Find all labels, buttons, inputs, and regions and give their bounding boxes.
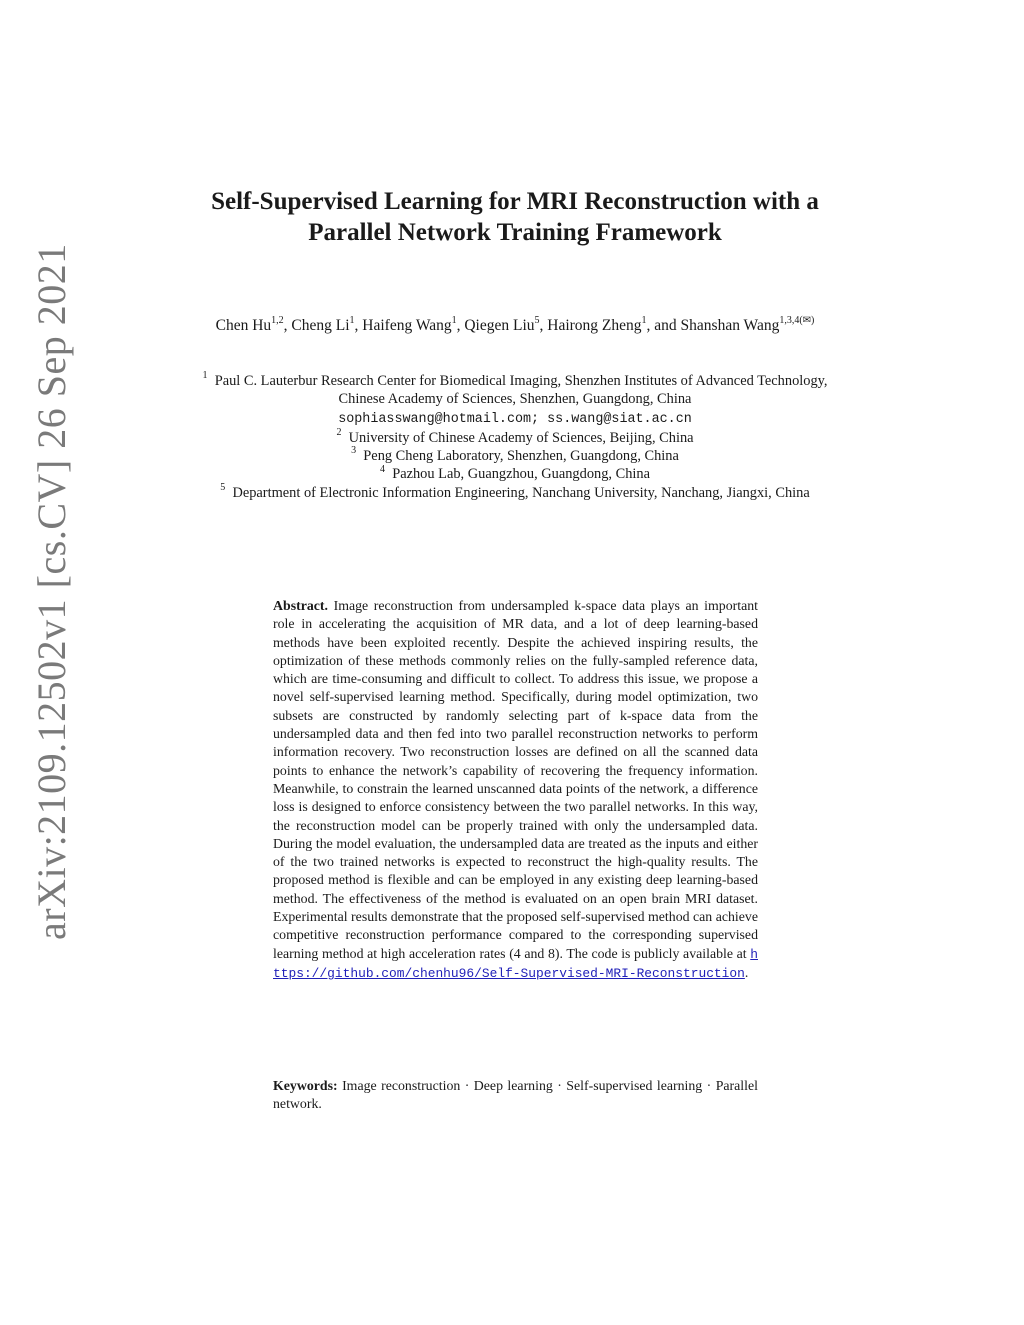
author-name: Qiegen Liu <box>464 317 535 334</box>
author <box>362 314 465 334</box>
author-name: Cheng Li <box>291 317 350 334</box>
author <box>464 314 548 334</box>
author-name: Hairong Zheng <box>547 317 642 334</box>
affiliation <box>200 465 830 483</box>
affiliation-text: University of Chinese Academy of Sciences, Beijing, China <box>348 429 694 446</box>
code-repository-link[interactable]: https://github.com/chenhu96/Self-Supervised-MRI-Reconstruction <box>273 946 758 981</box>
affiliation-list <box>200 372 830 502</box>
author <box>215 314 292 334</box>
contact-email[interactable]: sophiasswang@hotmail.com; ss.wang@siat.ac.cn <box>338 411 692 427</box>
abstract <box>273 597 758 983</box>
keywords <box>273 1077 758 1114</box>
author-separator: , <box>283 317 292 334</box>
affiliation <box>200 429 830 447</box>
affiliation <box>200 409 830 429</box>
author-list <box>200 315 830 336</box>
affiliation-text: Peng Cheng Laboratory, Shenzhen, Guangdong, China <box>363 448 679 465</box>
author-name: Shanshan Wang <box>680 317 780 334</box>
author-name: Haifeng Wang <box>362 317 452 334</box>
author-separator: , <box>456 317 465 334</box>
keywords-label: Keywords: <box>273 1078 338 1093</box>
affiliation <box>200 481 830 502</box>
abstract-end: . <box>744 964 749 980</box>
author-separator: , <box>539 317 548 334</box>
affiliation-number: 3 <box>351 445 357 457</box>
affiliation-number: 5 <box>220 481 226 493</box>
abstract-label: Abstract. <box>273 598 328 613</box>
affiliation <box>200 447 830 465</box>
author-separator: , <box>354 317 363 334</box>
author-affiliation-marker: 1,3,4(✉) <box>779 314 815 326</box>
author-affiliation-marker: 1 <box>349 314 355 326</box>
author <box>291 314 363 334</box>
affiliation-text: Paul C. Lauterbur Research Center for Biomedical Imaging, Shenzhen Institutes of Advanced Technology, Chinese Academy of Sciences, Shenzhen, Guangdong, China <box>214 373 828 408</box>
paper-title: Self-Supervised Learning for MRI Reconstruction with a Parallel Network Training Framework <box>211 188 819 246</box>
affiliation-text: Department of Electronic Information Engineering, Nanchang University, Nanchang, Jiangxi, China <box>232 484 810 501</box>
abstract-text: Image reconstruction from undersampled k-space data plays an important role in accelerating the acquisition of MR data, and a lot of deep learning-based methods have been exploited recently. Despite the achieved inspiring results, the optimization of these methods commonly relies on the fully-sampled reference data, which are time-consuming and difficult to collect. To address this issue, we propose a novel self-supervised learning method. Specifically, during model optimization, two subsets are constructed by randomly selecting part of k-space data from the undersampled data and then fed into two parallel reconstruction networks to perform information recovery. Two reconstruction losses are defined on all the scanned data points to enhance the network’s capability of recovering the frequency information. Meanwhile, to constrain the learned unscanned data points of the network, a difference loss is designed to enforce consistency between the two parallel networks. In this way, the reconstruction model can be properly trained with only the undersampled data. During the model evaluation, the undersampled data are treated as the inputs and either of the two trained networks is expected to reconstruct the high-quality results. The proposed method is flexible and can be employed in any existing deep learning-based method. The effectiveness of the method is evaluated on an open brain MRI dataset. Experimental results demonstrate that the proposed self-supervised method can achieve competitive reconstruction performance compared to the corresponding supervised learning method at high acceleration rates (4 and 8). The code is publicly available at <box>273 598 759 961</box>
author-affiliation-marker: 1 <box>641 314 647 326</box>
author-affiliation-marker: 1 <box>451 314 457 326</box>
author <box>547 314 681 334</box>
arxiv-identifier: arXiv:2109.12502v1 [cs.CV] 26 Sep 2021 <box>29 243 74 940</box>
author <box>680 314 815 334</box>
author-name: Chen Hu <box>215 317 272 334</box>
author-affiliation-marker: 5 <box>534 314 540 326</box>
affiliation <box>200 372 830 409</box>
author-affiliation-marker: 1,2 <box>271 314 284 326</box>
keywords-text: Image reconstruction · Deep learning · Self-supervised learning · Parallel network. <box>273 1078 758 1112</box>
affiliation-number: 1 <box>202 370 208 382</box>
affiliation-number: 2 <box>336 427 342 439</box>
affiliation-number: 4 <box>380 463 385 475</box>
author-separator: , and <box>646 317 681 334</box>
affiliation-text: Pazhou Lab, Guangzhou, Guangdong, China <box>392 466 650 483</box>
